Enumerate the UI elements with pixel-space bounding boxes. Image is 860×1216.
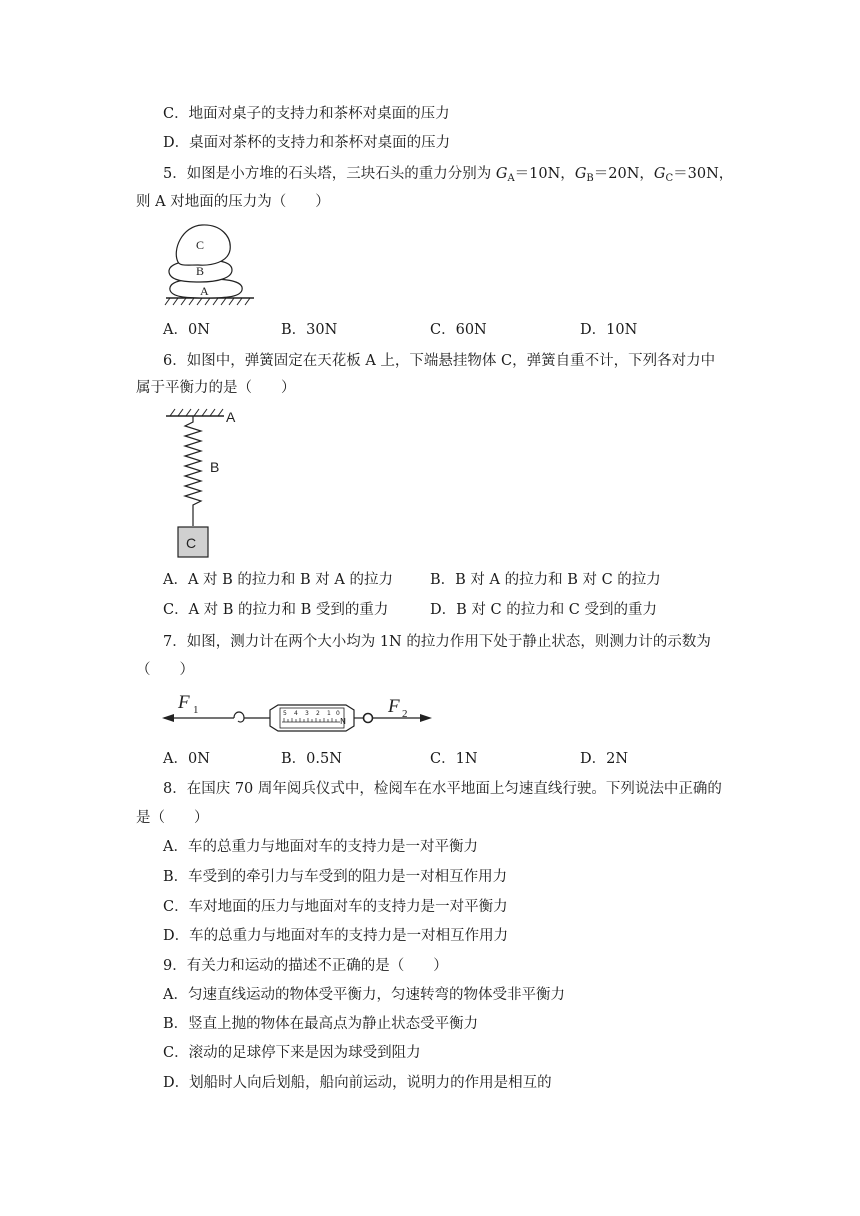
force-f2-label: F — [388, 696, 400, 717]
scale-tick-2: 2 — [316, 710, 320, 717]
q5-stem-line1: 5．如图是小方堆的石头塔，三块石头的重力分别为 $G_A=10N$，$G_B=20N$，$G_C=30N$， — [163, 166, 734, 184]
scale-tick-4: 4 — [294, 710, 298, 717]
force-f2-subscript: 2 — [402, 708, 408, 720]
q4-option-d: D．桌面对茶杯的支持力和茶杯对桌面的压力 — [163, 135, 451, 151]
force-f1-subscript: 1 — [193, 704, 199, 716]
stone-tower-figure — [160, 222, 260, 310]
stone-b-label: B — [196, 264, 205, 278]
q5-option-d: D．10N — [580, 322, 638, 338]
q7-stem-line1: 7．如图，测力计在两个大小均为 1N 的拉力作用下处于静止状态，则测力计的示数为 — [163, 634, 711, 650]
q9-option-d: D．划船时人向后划船，船向前运动，说明力的作用是相互的 — [163, 1075, 552, 1091]
scale-unit-label: N — [340, 717, 346, 726]
q5-option-b: B．30N — [281, 322, 338, 338]
q6-option-d: D．B 对 C 的拉力和 C 受到的重力 — [430, 602, 658, 618]
force-f1-label: F — [178, 692, 190, 713]
q9-stem: 9．有关力和运动的描述不正确的是（ ） — [163, 958, 448, 974]
q7-option-c: C．1N — [430, 751, 478, 767]
q8-option-a: A．车的总重力与地面对车的支持力是一对平衡力 — [163, 839, 478, 855]
q8-option-c: C．车对地面的压力与地面对车的支持力是一对平衡力 — [163, 899, 508, 915]
q9-option-a: A．匀速直线运动的物体受平衡力，匀速转弯的物体受非平衡力 — [163, 987, 565, 1003]
q7-option-d: D．2N — [580, 751, 629, 767]
q6-stem-line1: 6．如图中，弹簧固定在天花板 A 上，下端悬挂物体 C，弹簧自重不计，下列各对力中 — [163, 353, 716, 369]
q5-option-c: C．60N — [430, 322, 487, 338]
stone-c-label: C — [196, 238, 205, 252]
q6-option-c: C．A 对 B 的拉力和 B 受到的重力 — [163, 602, 389, 618]
q8-stem-line1: 8．在国庆 70 周年阅兵仪式中，检阅车在水平地面上匀速直线行驶。下列说法中正确的 — [163, 781, 722, 797]
q4-option-c: C．地面对桌子的支持力和茶杯对桌面的压力 — [163, 106, 450, 122]
scale-tick-5: 5 — [283, 710, 287, 717]
block-c-label: C — [186, 535, 197, 551]
q5-option-a: A．0N — [163, 322, 210, 338]
scale-tick-3: 3 — [305, 710, 309, 717]
q8-option-b: B．车受到的牵引力与车受到的阻力是一对相互作用力 — [163, 869, 508, 885]
spring-b-label: B — [210, 459, 220, 475]
stone-a-label: A — [200, 284, 209, 298]
spring-scale-figure — [160, 688, 440, 734]
scale-tick-1: 1 — [327, 710, 331, 717]
q6-option-a: A．A 对 B 的拉力和 B 对 A 的拉力 — [163, 572, 393, 588]
scale-tick-0: 0 — [336, 710, 340, 717]
q9-option-c: C．滚动的足球停下来是因为球受到阻力 — [163, 1045, 421, 1061]
ceiling-a-label: A — [226, 409, 236, 425]
q5-stem-line2: 则 A 对地面的压力为（ ） — [136, 194, 330, 210]
spring-figure — [162, 406, 252, 562]
q7-option-b: B．0.5N — [281, 751, 342, 767]
q7-option-a: A．0N — [163, 751, 210, 767]
q9-option-b: B．竖直上抛的物体在最高点为静止状态受平衡力 — [163, 1016, 479, 1032]
q8-stem-line2: 是（ ） — [136, 810, 209, 826]
q8-option-d: D．车的总重力与地面对车的支持力是一对相互作用力 — [163, 928, 509, 944]
q6-option-b: B．B 对 A 的拉力和 B 对 C 的拉力 — [430, 572, 661, 588]
q6-stem-line2: 属于平衡力的是（ ） — [136, 380, 296, 396]
q7-stem-line2: （ ） — [136, 662, 194, 678]
